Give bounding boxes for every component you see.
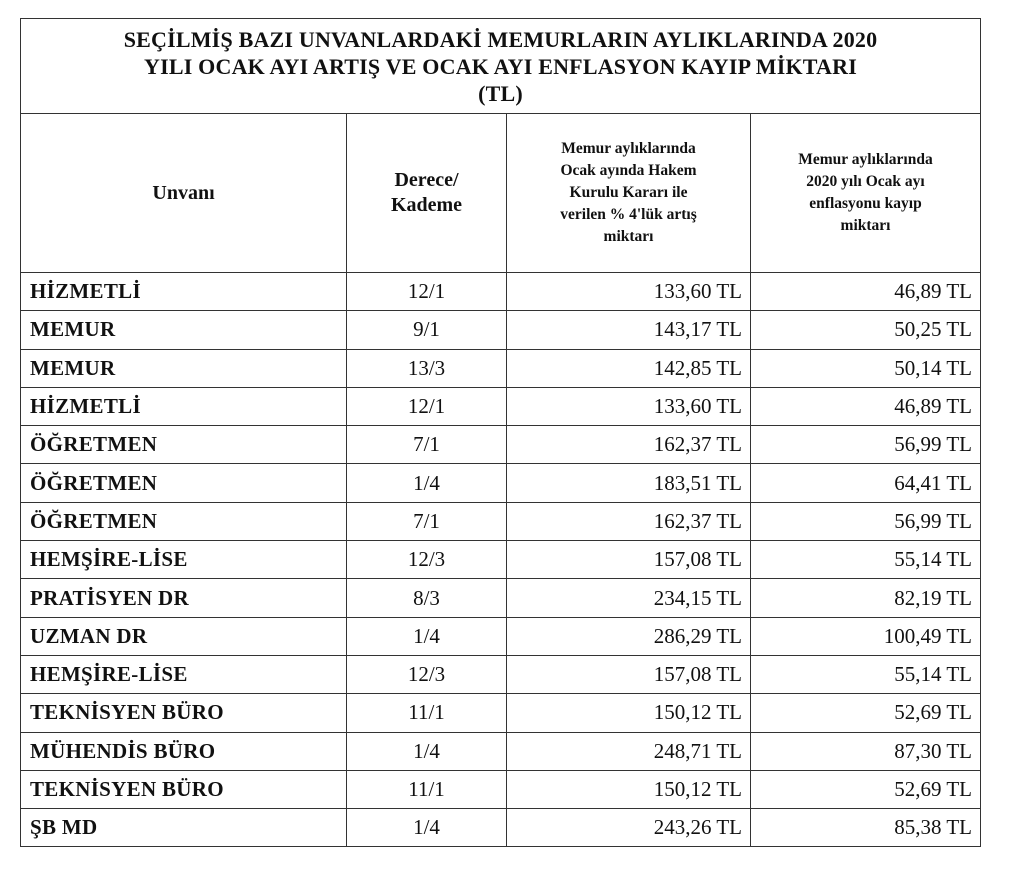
header-loss [751,114,981,273]
cell-loss: 46,89 TL [751,387,981,425]
table-row [21,617,981,655]
table-row [21,579,981,617]
cell-title: TEKNİSYEN BÜRO [21,770,347,808]
cell-raise: 248,71 TL [507,732,751,770]
cell-loss: 46,89 TL [751,273,981,311]
cell-loss: 87,30 TL [751,732,981,770]
header-title [21,114,347,273]
cell-loss: 50,14 TL [751,349,981,387]
cell-grade: 1/4 [347,617,507,655]
table-row [21,770,981,808]
cell-loss: 55,14 TL [751,541,981,579]
cell-title: ÖĞRETMEN [21,464,347,502]
cell-loss: 64,41 TL [751,464,981,502]
cell-raise: 243,26 TL [507,809,751,847]
header-grade-line-1: Derece/ [394,169,459,191]
salary-table [20,18,981,847]
table-row [21,426,981,464]
cell-title: MEMUR [21,349,347,387]
table-row [21,732,981,770]
table-title [21,19,981,114]
cell-grade: 9/1 [347,311,507,349]
cell-raise: 150,12 TL [507,770,751,808]
cell-loss: 56,99 TL [751,502,981,540]
cell-raise: 286,29 TL [507,617,751,655]
cell-grade: 11/1 [347,770,507,808]
cell-raise: 150,12 TL [507,694,751,732]
cell-raise: 133,60 TL [507,273,751,311]
cell-raise: 143,17 TL [507,311,751,349]
header-loss-line-4: miktarı [840,217,891,234]
header-raise-line-4: verilen % 4'lük artış [560,206,697,223]
table-row [21,655,981,693]
cell-raise: 157,08 TL [507,541,751,579]
cell-title: HEMŞİRE-LİSE [21,541,347,579]
cell-grade: 1/4 [347,809,507,847]
header-grade [347,114,507,273]
header-row [21,114,981,273]
cell-grade: 7/1 [347,426,507,464]
cell-raise: 162,37 TL [507,426,751,464]
table-row [21,502,981,540]
cell-raise: 162,37 TL [507,502,751,540]
cell-title: TEKNİSYEN BÜRO [21,694,347,732]
cell-raise: 157,08 TL [507,655,751,693]
header-raise-line-1: Memur aylıklarında [561,140,696,157]
table-row [21,464,981,502]
cell-title: MÜHENDİS BÜRO [21,732,347,770]
cell-loss: 50,25 TL [751,311,981,349]
cell-grade: 13/3 [347,349,507,387]
table-title-line-3: (TL) [478,80,523,106]
cell-loss: 82,19 TL [751,579,981,617]
cell-loss: 55,14 TL [751,655,981,693]
header-grade-line-2: Kademe [390,194,463,216]
cell-raise: 234,15 TL [507,579,751,617]
cell-grade: 1/4 [347,732,507,770]
header-raise-line-5: miktarı [603,228,654,245]
cell-raise: 133,60 TL [507,387,751,425]
cell-title: ÖĞRETMEN [21,502,347,540]
cell-loss: 100,49 TL [751,617,981,655]
cell-title: PRATİSYEN DR [21,579,347,617]
cell-raise: 183,51 TL [507,464,751,502]
table-row [21,809,981,847]
header-raise-line-3: Kurulu Kararı ile [569,184,688,201]
cell-raise: 142,85 TL [507,349,751,387]
cell-grade: 12/3 [347,655,507,693]
cell-title: HEMŞİRE-LİSE [21,655,347,693]
cell-grade: 12/1 [347,387,507,425]
cell-loss: 85,38 TL [751,809,981,847]
cell-loss: 52,69 TL [751,694,981,732]
table-row [21,311,981,349]
cell-title: UZMAN DR [21,617,347,655]
cell-grade: 12/1 [347,273,507,311]
header-loss-line-3: enflasyonu kayıp [809,195,922,212]
cell-loss: 56,99 TL [751,426,981,464]
table-row [21,694,981,732]
table-title-line-2: YILI OCAK AYI ARTIŞ VE OCAK AYI ENFLASYON KAYIP MİKTARI [144,53,857,79]
cell-grade: 1/4 [347,464,507,502]
table-row [21,387,981,425]
header-title-label: Unvanı [152,181,215,204]
header-raise-line-2: Ocak ayında Hakem [560,162,697,179]
table-row [21,273,981,311]
cell-title: HİZMETLİ [21,273,347,311]
header-raise [507,114,751,273]
cell-title: ŞB MD [21,809,347,847]
cell-title: ÖĞRETMEN [21,426,347,464]
cell-grade: 12/3 [347,541,507,579]
cell-title: HİZMETLİ [21,387,347,425]
title-row [21,19,981,114]
cell-grade: 7/1 [347,502,507,540]
cell-loss: 52,69 TL [751,770,981,808]
cell-title: MEMUR [21,311,347,349]
table-row [21,541,981,579]
header-loss-line-1: Memur aylıklarında [798,151,933,168]
cell-grade: 11/1 [347,694,507,732]
cell-grade: 8/3 [347,579,507,617]
header-loss-line-2: 2020 yılı Ocak ayı [806,173,925,190]
table-row [21,349,981,387]
table-title-line-1: SEÇİLMİŞ BAZI UNVANLARDAKİ MEMURLARIN AYLIKLARINDA 2020 [123,26,878,52]
